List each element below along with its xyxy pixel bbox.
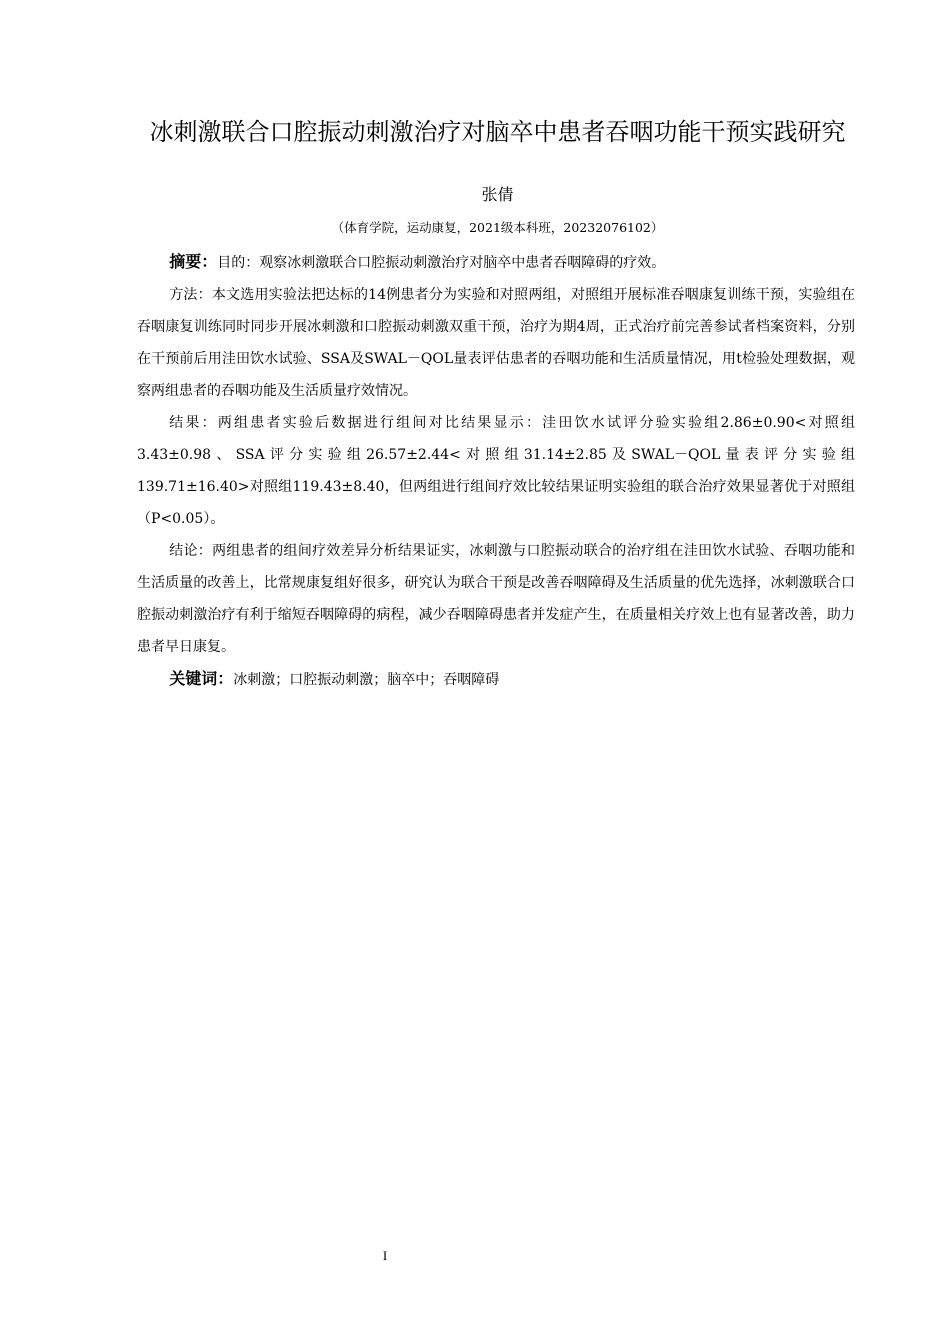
abstract-label: 摘要： [169, 252, 218, 271]
keywords-paragraph [137, 663, 855, 696]
abstract-results: 结果：两组患者实验后数据进行组间对比结果显示：洼田饮水试评分验实验组2.86±0.90<对照组3.43±0.98、SSA评分实验组26.57±2.44<对照组31.14±2.85及SWAL－QOL量表评分实验组139.71±16.40>对照组119.43±8.40，但两组进行组间疗效比较结果证明实验组的联合治疗效果显著优于对照组（P<0.05）。 [137, 415, 855, 527]
abstract-conclusion: 结论：两组患者的组间疗效差异分析结果证实，冰刺激与口腔振动联合的治疗组在洼田饮水试验、吞咽功能和生活质量的改善上，比常规康复组好很多，研究认为联合干预是改善吞咽障碍及生活质量的优先选择，冰刺激联合口腔振动刺激治疗有利于缩短吞咽障碍的病程，减少吞咽障碍患者并发症产生，在质量相关疗效上也有显著改善，助力患者早日康复。 [137, 543, 855, 655]
paper-title: 冰刺激联合口腔振动刺激治疗对脑卒中患者吞咽功能干预实践研究 [149, 118, 846, 146]
abstract-purpose: 目的：观察冰刺激联合口腔振动刺激治疗对脑卒中患者吞咽障碍的疗效。 [217, 255, 666, 271]
keywords-text: 冰刺激；口腔振动刺激；脑卒中；吞咽障碍 [233, 672, 500, 688]
abstract-purpose-paragraph [137, 246, 855, 279]
keywords-label: 关键词： [169, 669, 234, 688]
author-name: 张倩 [481, 185, 514, 204]
author-affiliation: （体育学院，运动康复，2021级本科班，20232076102） [331, 220, 664, 235]
abstract-conclusion-paragraph [137, 535, 855, 663]
page-number: I [382, 1248, 388, 1263]
abstract-methods-paragraph [137, 279, 855, 407]
abstract-section [137, 246, 855, 696]
abstract-methods: 方法：本文选用实验法把达标的14例患者分为实验和对照两组，对照组开展标准吞咽康复训练干预，实验组在吞咽康复训练同时同步开展冰刺激和口腔振动刺激双重干预，治疗为期4周，正式治疗前完善参试者档案资料，分别在干预前后用洼田饮水试验、SSA及SWAL－QOL量表评估患者的吞咽功能和生活质量情况，用t检验处理数据，观察两组患者的吞咽功能及生活质量疗效情况。 [137, 287, 855, 399]
abstract-results-paragraph [137, 407, 855, 535]
